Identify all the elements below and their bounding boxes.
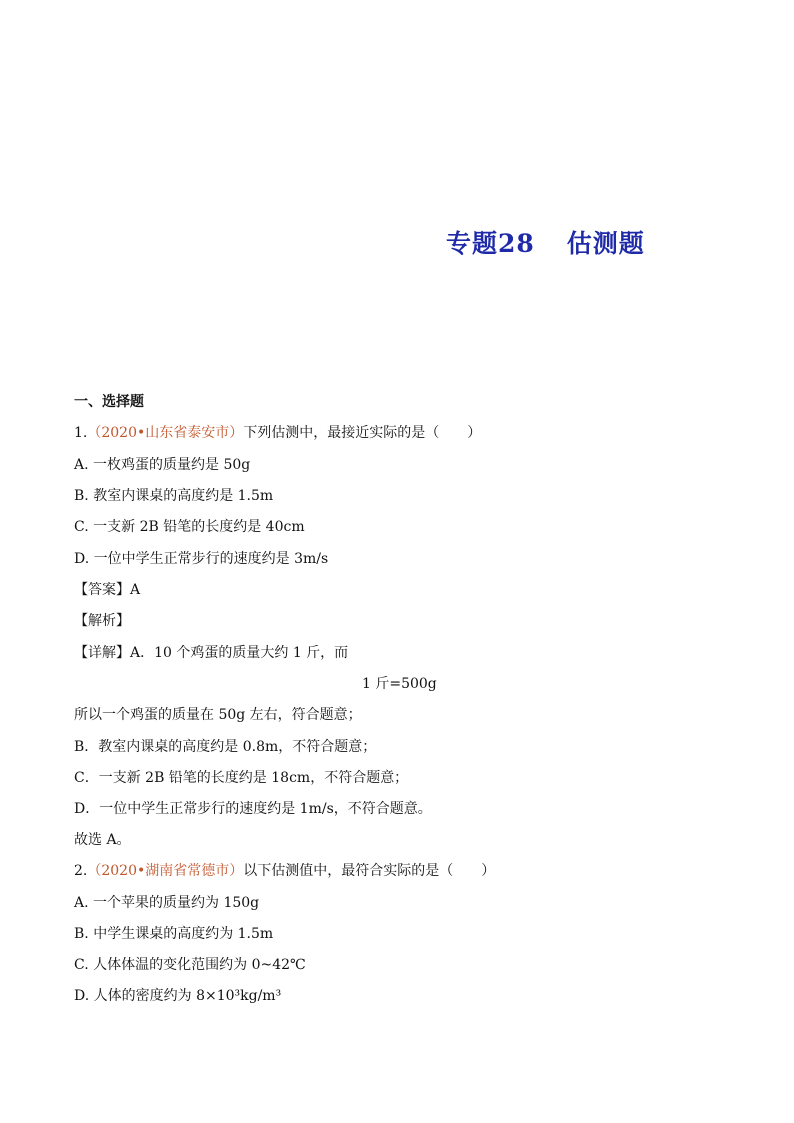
q1-analysis-label: 【解析】: [74, 613, 130, 629]
q1-detail-a-cont: 所以一个鸡蛋的质量在 50g 左右，符合题意；: [74, 707, 362, 723]
q1-option-a: A. 一枚鸡蛋的质量约是 50g: [74, 457, 251, 473]
section-heading: 一、选择题: [74, 394, 144, 410]
q1-answer: 【答案】A: [74, 582, 141, 598]
question-source: （2020•湖南省常德市）: [87, 863, 244, 879]
q2-option-d: D. 人体的密度约为 8×10³kg/m³: [74, 988, 282, 1004]
q1-option-c: C. 一支新 2B 铅笔的长度约是 40cm: [74, 519, 305, 535]
title-prefix: 专题28: [446, 229, 535, 258]
q2-option-c: C. 人体体温的变化范围约为 0~42℃: [74, 957, 306, 973]
q2-option-b: B. 中学生课桌的高度约为 1.5m: [74, 926, 274, 942]
q1-detail-d: D．一位中学生正常步行的速度约是 1m/s，不符合题意。: [74, 801, 432, 817]
question-2-stem: [74, 862, 495, 880]
q1-detail-a: 【详解】A．10 个鸡蛋的质量大约 1 斤，而: [74, 645, 349, 661]
page-title: [446, 224, 645, 260]
question-text: 下列估测中，最接近实际的是（ ）: [243, 425, 482, 441]
q2-option-a: A. 一个苹果的质量约为 150g: [74, 895, 260, 911]
q1-option-b: B. 教室内课桌的高度约是 1.5m: [74, 488, 274, 504]
question-text: 以下估测值中，最符合实际的是（ ）: [243, 863, 496, 879]
q1-detail-b: B．教室内课桌的高度约是 0.8m，不符合题意；: [74, 739, 377, 755]
q1-conclusion: 故选 A。: [74, 832, 131, 848]
q1-option-d: D. 一位中学生正常步行的速度约是 3m/s: [74, 551, 329, 567]
question-number: 2.: [74, 863, 88, 879]
question-source: （2020•山东省泰安市）: [87, 425, 244, 441]
q1-detail-c: C．一支新 2B 铅笔的长度约是 18cm，不符合题意；: [74, 770, 409, 786]
question-1-stem: [74, 424, 481, 442]
q1-equation: 1 斤=500g: [362, 676, 437, 692]
title-main: 估测题: [566, 229, 645, 258]
question-number: 1.: [74, 425, 88, 441]
